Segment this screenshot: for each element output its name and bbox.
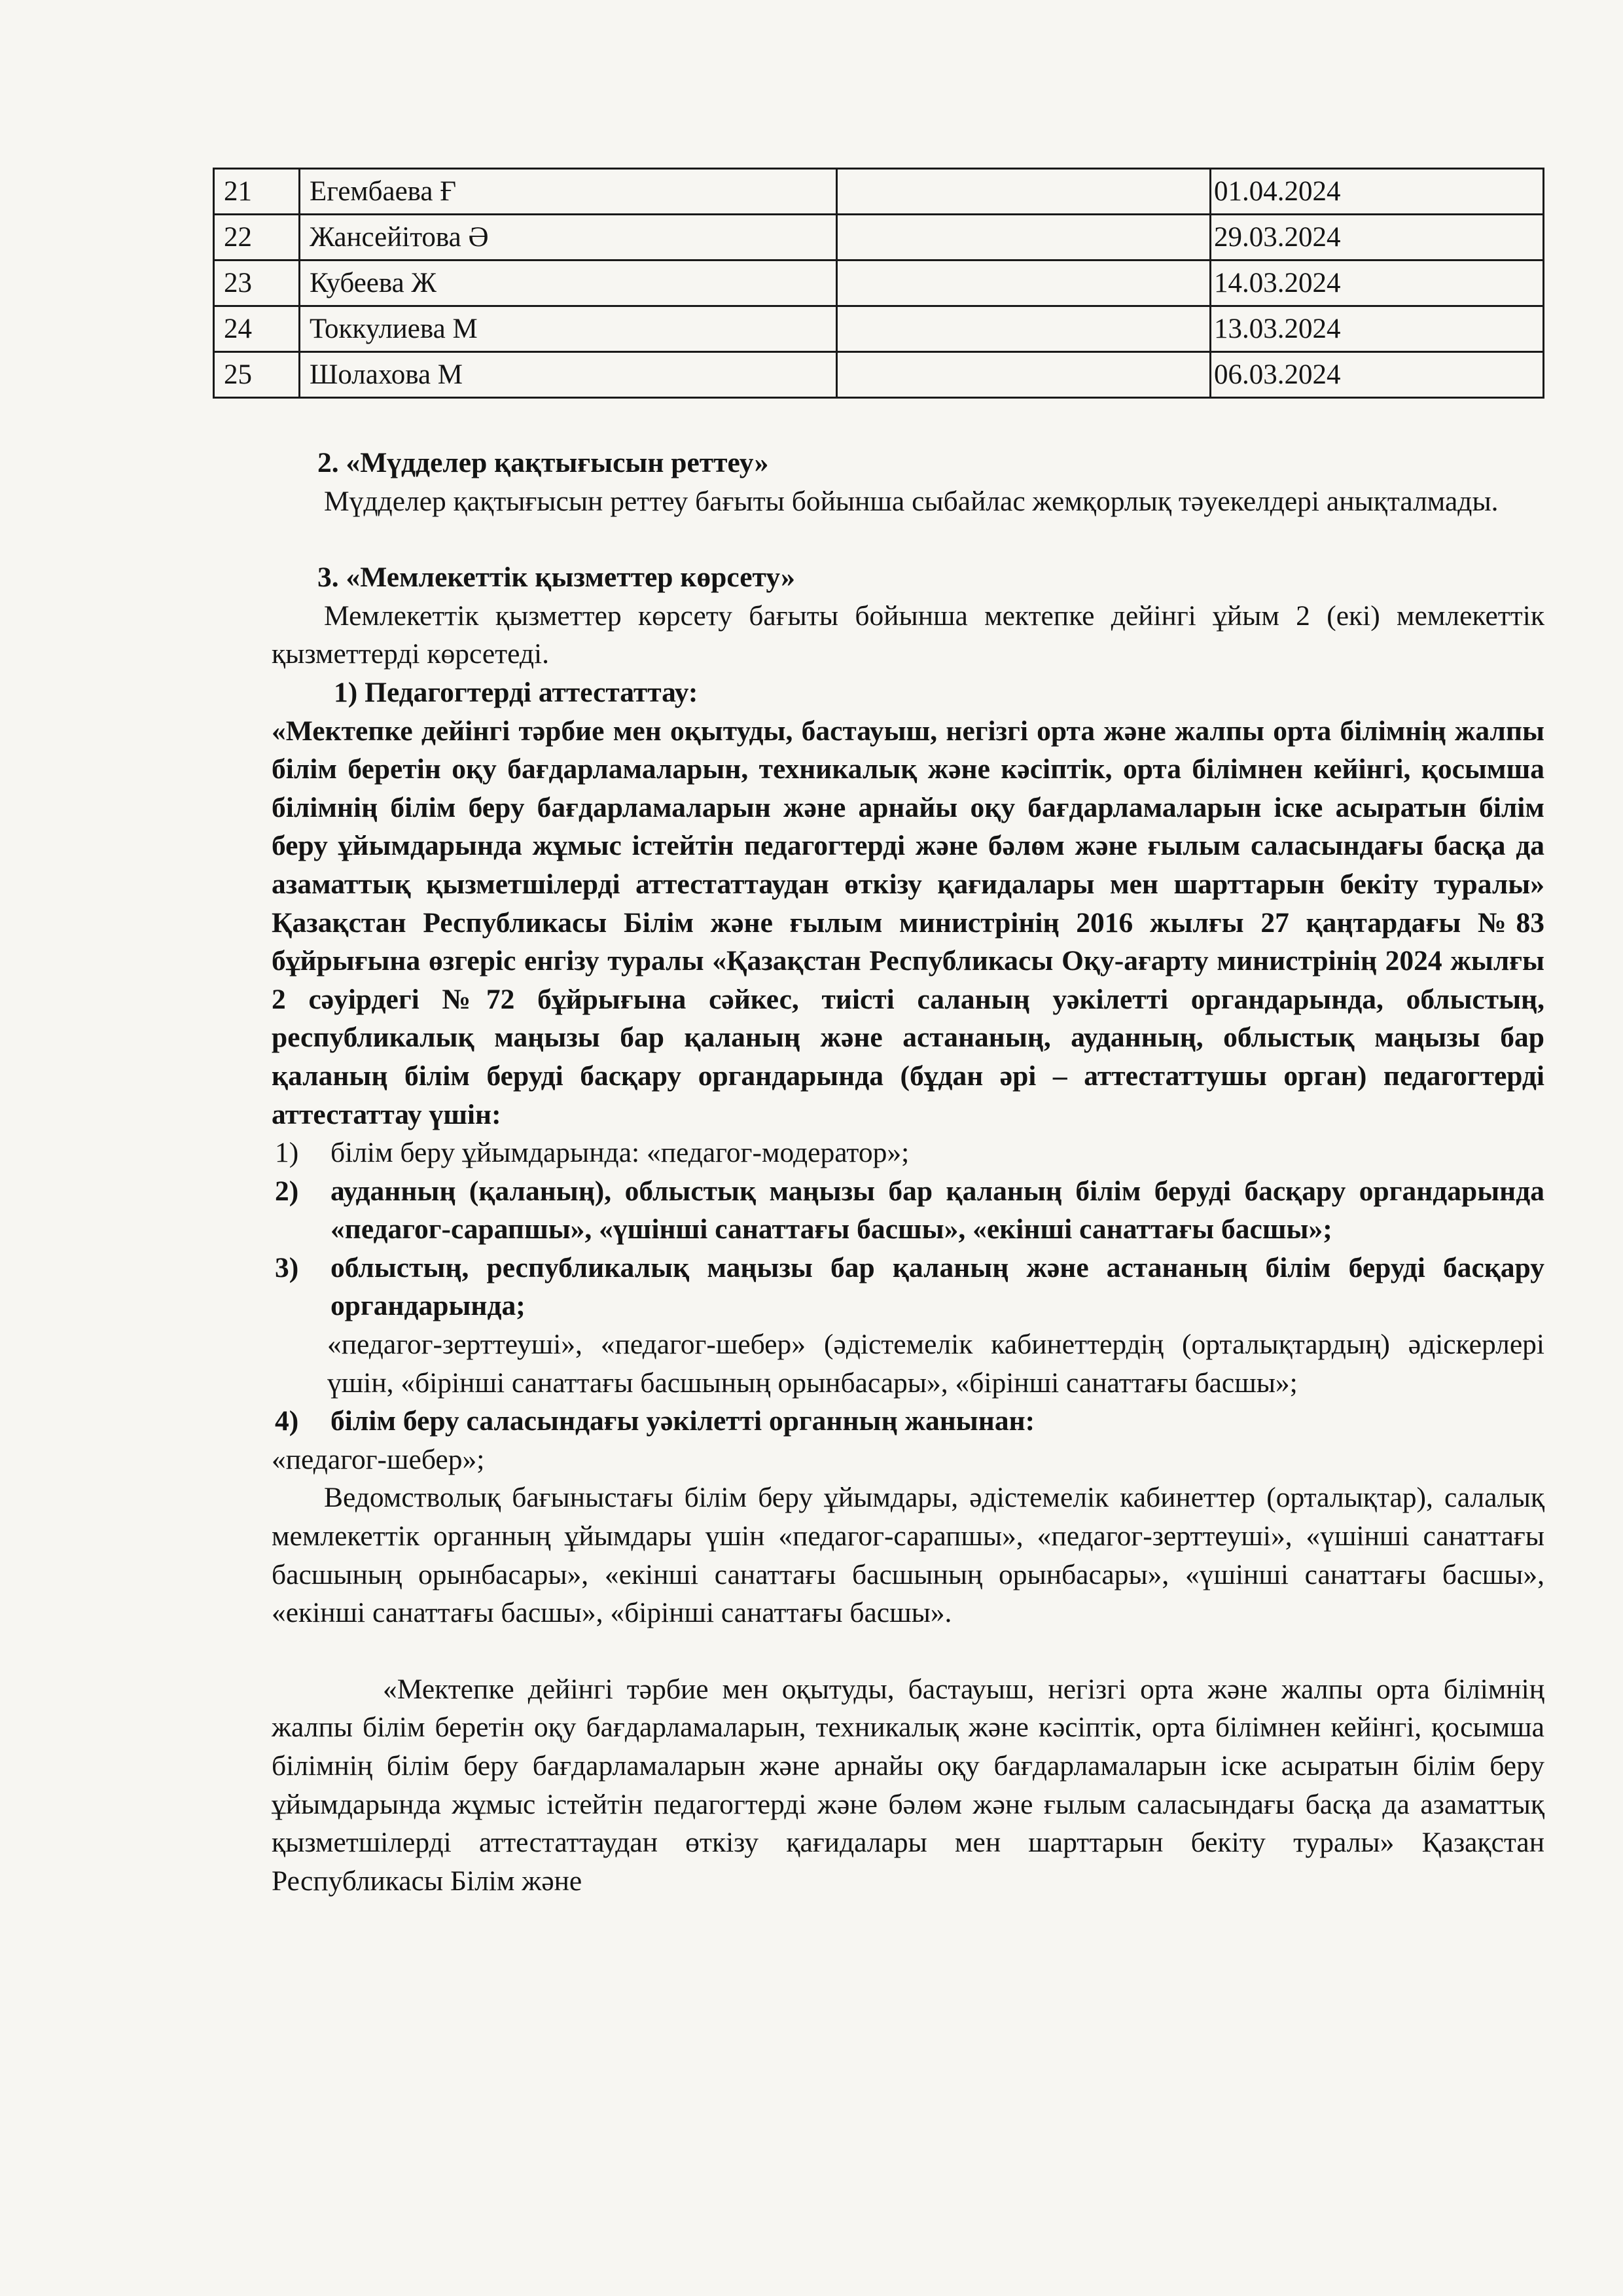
- row-number: 21: [214, 169, 300, 215]
- list-item-text: ауданның (қаланың), облыстық маңызы бар қаланың білім беруді басқару органдарында «педагог-сарапшы», «үшінші санаттағы басшы», «екінші санаттағы басшы»;: [330, 1175, 1544, 1246]
- list-item-4-continuation: «педагог-шебер»;: [272, 1443, 485, 1475]
- empty-cell: [837, 352, 1211, 398]
- section-2-body: Мүдделер қақтығысын реттеу бағыты бойынша сыбайлас жемқорлық тәуекелдері анықталмады.: [324, 485, 1499, 517]
- date-cell: 01.04.2024: [1211, 169, 1544, 215]
- staff-name: Шолахова М: [300, 352, 837, 398]
- staff-name: Токкулиева М: [300, 306, 837, 352]
- attestation-order-text: «Мектепке дейінгі тәрбие мен оқытуды, бастауыш, негізгі орта және жалпы орта білімнің жалпы білім беретін оқу бағдарламаларын, техникалық және кәсіптік, орта білімнен кейінгі, қосымша білімнің білім беру бағдарламаларын және арнайы оқу бағдарламаларын іске асыратын білім беру ұйымдарында жұмыс істейтін педагогтерді және бәлөм және ғылым саласындағы басқа да азаматтық қызметшілерді аттестаттаудан өткізу қағидалары мен шарттарын бекіту туралы» Қазақстан Республикасы Білім және ғылым министрінің 2016 жылғы 27 қаңтардағы №83 бұйрығына өзгеріс енгізу туралы «Қазақстан Республикасы Оқу-ағарту министрінің 2024 жылғы 2 сәуірдегі №72 бұйрығына сәйкес, тиісті саланың уәкілетті органдарында, облыстың, республикалық маңызы бар қаланың және астананың, ауданның, облыстық маңызы бар қаланың білім беруді басқару органдарында (бұдан әрі – аттестаттушы орган) педагогтерді аттестаттау үшін:: [272, 715, 1544, 1130]
- empty-cell: [837, 215, 1211, 260]
- table-row: [214, 215, 1544, 260]
- document-body: [272, 444, 1544, 1900]
- table-row: [214, 352, 1544, 398]
- date-cell: 14.03.2024: [1211, 260, 1544, 306]
- table-row: [214, 260, 1544, 306]
- staff-name: Жансейітова Ә: [300, 215, 837, 260]
- date-cell: 06.03.2024: [1211, 352, 1544, 398]
- attestation-subheading: 1) Педагогтерді аттестаттау:: [334, 676, 698, 708]
- repeated-order-paragraph: «Мектепке дейінгі тәрбие мен оқытуды, бастауыш, негізгі орта және жалпы орта білімнің жалпы білім беретін оқу бағдарламаларын, техникалық және кәсіптік, орта білімнен кейінгі, қосымша білімнің білім беру бағдарламаларын және арнайы оқу бағдарламаларын іске асыратын білім беру ұйымдарында жұмыс істейтін педагогтерді және бәлөм және ғылым саласындағы басқа да азаматтық қызметшілерді аттестаттаудан өткізу қағидалары мен шарттарын бекіту туралы» Қазақстан Республикасы Білім және: [272, 1673, 1544, 1897]
- row-number: 24: [214, 306, 300, 352]
- table-row: [214, 306, 1544, 352]
- staff-table: [213, 168, 1544, 399]
- list-item: [272, 1249, 1544, 1325]
- table-row: [214, 169, 1544, 215]
- list-item-text: білім беру саласындағы уәкілетті органның жанынан:: [330, 1405, 1035, 1437]
- departmental-paragraph: Ведомстволық бағыныстағы білім беру ұйымдары, әдістемелік кабинеттер (орталықтар), салалық мемлекеттік органның ұйымдары үшін «педагог-сарапшы», «педагог-зерттеуші», «үшінші санаттағы басшының орынбасары», «екінші санаттағы басшының орынбасары», «үшінші санаттағы басшы», «екінші санаттағы басшы», «бірінші санаттағы басшы».: [272, 1482, 1544, 1629]
- section-3-intro: Мемлекеттік қызметтер көрсету бағыты бойынша мектепке дейінгі ұйым 2 (екі) мемлекеттік қызметтерді көрсетеді.: [272, 600, 1544, 670]
- date-cell: 13.03.2024: [1211, 306, 1544, 352]
- section-2-heading: 2. «Мүдделер қақтығысын реттеу»: [317, 447, 769, 478]
- list-item-text: облыстың, республикалық маңызы бар қаланың және астананың білім беруді басқару органдарында;: [330, 1251, 1544, 1322]
- staff-name: Кубеева Ж: [300, 260, 837, 306]
- row-number: 25: [214, 352, 300, 398]
- empty-cell: [837, 260, 1211, 306]
- section-3-heading: 3. «Мемлекеттік қызметтер көрсету»: [317, 562, 795, 594]
- list-item-number: 1): [275, 1137, 299, 1169]
- list-item-number: 3): [275, 1251, 299, 1283]
- list-item-number: 4): [275, 1405, 299, 1437]
- date-cell: 29.03.2024: [1211, 215, 1544, 260]
- list-item-text: білім беру ұйымдарында: «педагог-модератор»;: [330, 1137, 910, 1169]
- empty-cell: [837, 169, 1211, 215]
- empty-cell: [837, 306, 1211, 352]
- list-item-3-continuation: «педагог-зерттеуші», «педагог-шебер» (әдістемелік кабинеттердің (орталықтардың) әдіскерлері үшін, «бірінші санаттағы басшының орынбасары», «бірінші санаттағы басшы»;: [327, 1329, 1544, 1399]
- row-number: 22: [214, 215, 300, 260]
- list-item: [272, 1402, 1544, 1441]
- row-number: 23: [214, 260, 300, 306]
- list-item: [272, 1134, 1544, 1172]
- staff-name: Егембаева Ғ: [300, 169, 837, 215]
- list-item: [272, 1172, 1544, 1249]
- list-item-number: 2): [275, 1175, 299, 1207]
